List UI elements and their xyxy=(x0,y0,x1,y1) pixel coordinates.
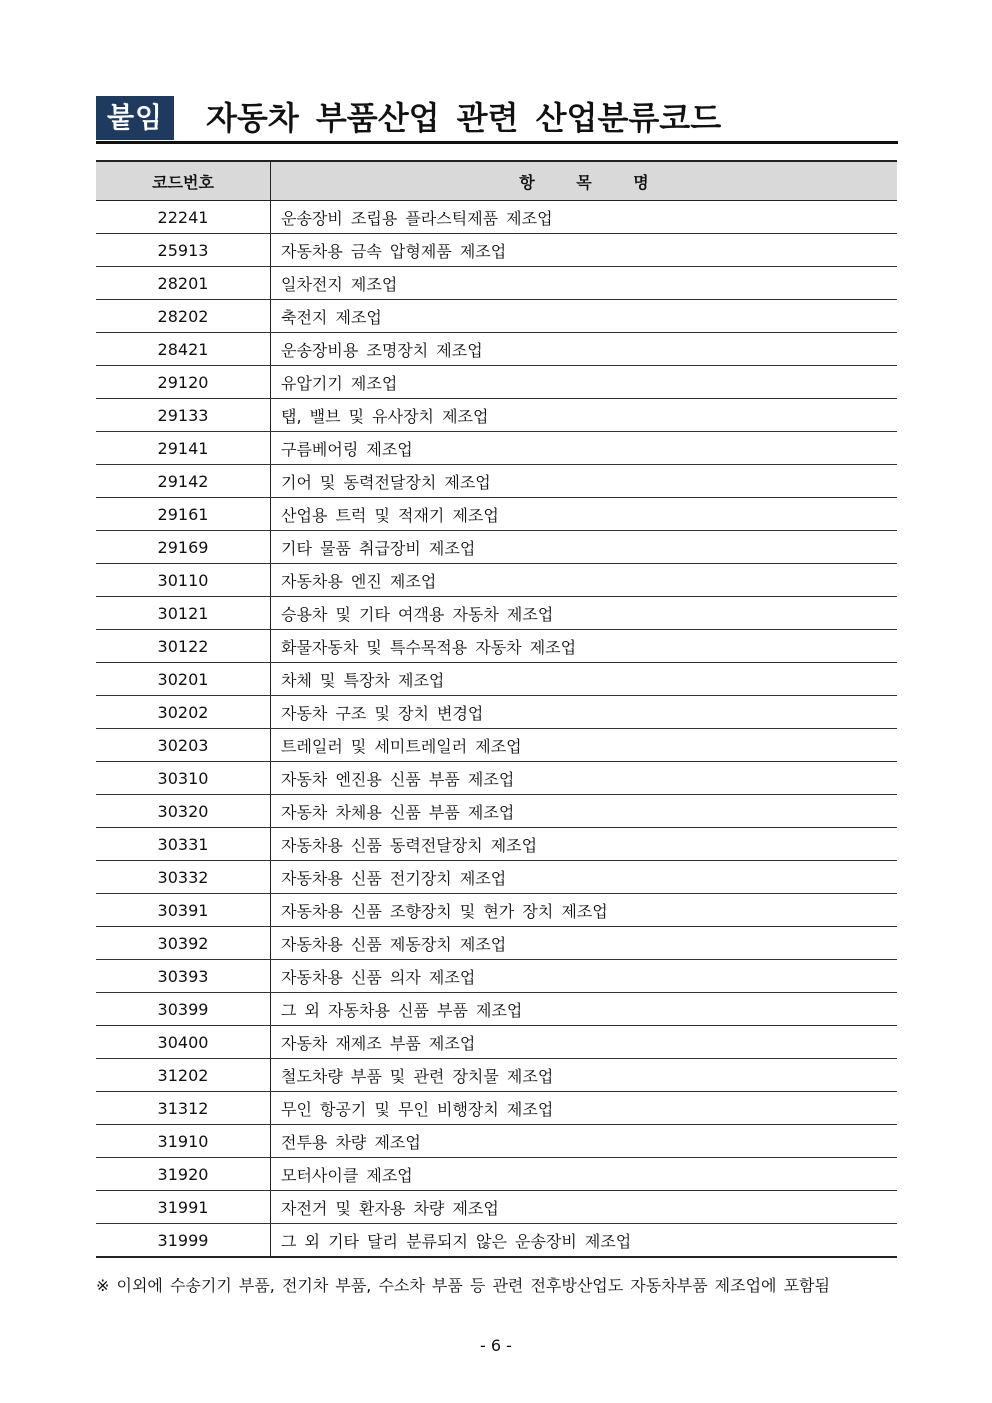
industry-name-cell: 자동차용 엔진 제조업 xyxy=(271,564,898,597)
industry-code-cell: 29133 xyxy=(96,399,271,432)
industry-name-cell: 일차전지 제조업 xyxy=(271,267,898,300)
industry-code-cell: 29120 xyxy=(96,366,271,399)
table-row xyxy=(96,993,897,1026)
table-row xyxy=(96,894,897,927)
table-row xyxy=(96,597,897,630)
industry-code-cell: 31991 xyxy=(96,1191,271,1224)
industry-code-cell: 30201 xyxy=(96,663,271,696)
industry-code-cell: 29142 xyxy=(96,465,271,498)
attachment-badge: 붙임 xyxy=(96,96,174,140)
industry-code-cell: 30203 xyxy=(96,729,271,762)
industry-name-cell: 자동차 구조 및 장치 변경업 xyxy=(271,696,898,729)
industry-code-cell: 31999 xyxy=(96,1224,271,1258)
table-row xyxy=(96,828,897,861)
industry-name-cell: 자동차 차체용 신품 부품 제조업 xyxy=(271,795,898,828)
industry-name-cell: 무인 항공기 및 무인 비행장치 제조업 xyxy=(271,1092,898,1125)
column-header-name: 항 목 명 xyxy=(271,161,898,201)
industry-name-cell: 전투용 차량 제조업 xyxy=(271,1125,898,1158)
industry-code-cell: 28201 xyxy=(96,267,271,300)
table-row xyxy=(96,399,897,432)
table-header-row xyxy=(96,161,897,201)
industry-name-cell: 탭, 밸브 및 유사장치 제조업 xyxy=(271,399,898,432)
industry-name-cell: 자동차용 신품 의자 제조업 xyxy=(271,960,898,993)
industry-name-cell: 그 외 기타 달리 분류되지 않은 운송장비 제조업 xyxy=(271,1224,898,1258)
table-row xyxy=(96,498,897,531)
industry-name-cell: 자동차용 신품 조향장치 및 현가 장치 제조업 xyxy=(271,894,898,927)
table-row xyxy=(96,333,897,366)
table-row xyxy=(96,1224,897,1258)
table-row xyxy=(96,630,897,663)
table-row xyxy=(96,1092,897,1125)
industry-code-cell: 30310 xyxy=(96,762,271,795)
industry-code-cell: 30331 xyxy=(96,828,271,861)
footnote: ※ 이외에 수송기기 부품, 전기차 부품, 수소차 부품 등 관련 전후방산업도 자동차부품 제조업에 포함됨 xyxy=(96,1276,830,1295)
industry-name-cell: 모터사이클 제조업 xyxy=(271,1158,898,1191)
industry-code-cell: 25913 xyxy=(96,234,271,267)
table-row xyxy=(96,1026,897,1059)
table-row xyxy=(96,201,897,234)
industry-code-cell: 29169 xyxy=(96,531,271,564)
table-row xyxy=(96,267,897,300)
table-row xyxy=(96,762,897,795)
industry-code-cell: 31202 xyxy=(96,1059,271,1092)
industry-code-cell: 29141 xyxy=(96,432,271,465)
industry-name-cell: 자동차 엔진용 신품 부품 제조업 xyxy=(271,762,898,795)
table-body xyxy=(96,201,897,1258)
industry-name-cell: 트레일러 및 세미트레일러 제조업 xyxy=(271,729,898,762)
table-row xyxy=(96,663,897,696)
industry-name-cell: 자동차용 신품 전기장치 제조업 xyxy=(271,861,898,894)
table-row xyxy=(96,465,897,498)
table-row xyxy=(96,1158,897,1191)
table-row xyxy=(96,729,897,762)
industry-code-cell: 28202 xyxy=(96,300,271,333)
table-row xyxy=(96,564,897,597)
industry-code-cell: 31920 xyxy=(96,1158,271,1191)
page-number: - 6 - xyxy=(480,1336,512,1355)
table-row xyxy=(96,927,897,960)
table-row xyxy=(96,432,897,465)
industry-code-cell: 31312 xyxy=(96,1092,271,1125)
industry-name-cell: 유압기기 제조업 xyxy=(271,366,898,399)
industry-name-cell: 운송장비용 조명장치 제조업 xyxy=(271,333,898,366)
table-row xyxy=(96,1191,897,1224)
industry-code-cell: 30110 xyxy=(96,564,271,597)
industry-name-cell: 운송장비 조립용 플라스틱제품 제조업 xyxy=(271,201,898,234)
industry-name-cell: 그 외 자동차용 신품 부품 제조업 xyxy=(271,993,898,1026)
column-header-code: 코드번호 xyxy=(96,161,271,201)
industry-code-cell: 30400 xyxy=(96,1026,271,1059)
industry-code-cell: 30393 xyxy=(96,960,271,993)
document-header xyxy=(96,94,898,144)
table-row xyxy=(96,1125,897,1158)
title-underline xyxy=(96,141,898,144)
table-row xyxy=(96,234,897,267)
industry-code-cell: 30122 xyxy=(96,630,271,663)
table-row xyxy=(96,531,897,564)
table-row xyxy=(96,960,897,993)
industry-code-cell: 30391 xyxy=(96,894,271,927)
industry-code-cell: 28421 xyxy=(96,333,271,366)
industry-name-cell: 축전지 제조업 xyxy=(271,300,898,333)
industry-code-cell: 22241 xyxy=(96,201,271,234)
table-row xyxy=(96,861,897,894)
table-row xyxy=(96,795,897,828)
industry-name-cell: 산업용 트럭 및 적재기 제조업 xyxy=(271,498,898,531)
table-row xyxy=(96,366,897,399)
industry-name-cell: 자동차용 신품 제동장치 제조업 xyxy=(271,927,898,960)
document-title: 자동차 부품산업 관련 산업분류코드 xyxy=(206,99,722,137)
industry-name-cell: 철도차량 부품 및 관련 장치물 제조업 xyxy=(271,1059,898,1092)
industry-code-cell: 30399 xyxy=(96,993,271,1026)
industry-name-cell: 자동차용 금속 압형제품 제조업 xyxy=(271,234,898,267)
industry-code-cell: 30392 xyxy=(96,927,271,960)
table-row xyxy=(96,300,897,333)
industry-name-cell: 화물자동차 및 특수목적용 자동차 제조업 xyxy=(271,630,898,663)
industry-name-cell: 차체 및 특장차 제조업 xyxy=(271,663,898,696)
industry-name-cell: 구름베어링 제조업 xyxy=(271,432,898,465)
industry-code-table xyxy=(96,160,897,1258)
industry-code-cell: 30320 xyxy=(96,795,271,828)
industry-name-cell: 자동차 재제조 부품 제조업 xyxy=(271,1026,898,1059)
industry-name-cell: 자전거 및 환자용 차량 제조업 xyxy=(271,1191,898,1224)
industry-name-cell: 승용차 및 기타 여객용 자동차 제조업 xyxy=(271,597,898,630)
industry-name-cell: 기어 및 동력전달장치 제조업 xyxy=(271,465,898,498)
table-row xyxy=(96,696,897,729)
industry-code-cell: 30121 xyxy=(96,597,271,630)
industry-code-cell: 31910 xyxy=(96,1125,271,1158)
table-row xyxy=(96,1059,897,1092)
industry-name-cell: 자동차용 신품 동력전달장치 제조업 xyxy=(271,828,898,861)
industry-name-cell: 기타 물품 취급장비 제조업 xyxy=(271,531,898,564)
industry-code-cell: 29161 xyxy=(96,498,271,531)
industry-code-cell: 30332 xyxy=(96,861,271,894)
industry-code-cell: 30202 xyxy=(96,696,271,729)
